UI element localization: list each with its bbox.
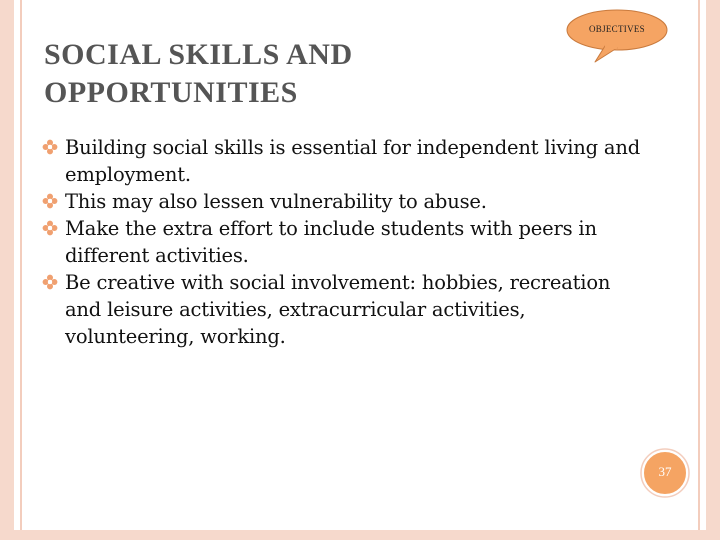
bullet-item [40, 215, 640, 269]
slide-title: SOCIAL SKILLS AND OPPORTUNITIES [44, 38, 353, 109]
bullet-item [40, 188, 640, 215]
flower-icon [42, 274, 58, 290]
frame-right-line [698, 0, 700, 540]
frame-left-line [20, 0, 22, 540]
speech-bubble-icon [565, 8, 669, 64]
bullet-text: This may also lessen vulnerability to abuse. [65, 190, 487, 213]
flower-icon [42, 193, 58, 209]
bullet-text: Make the extra effort to include students with peers in different activities. [65, 217, 597, 267]
page-number: 37 [658, 464, 672, 479]
page-number-badge [640, 448, 690, 498]
flower-icon [42, 220, 58, 236]
bullet-text: Building social skills is essential for independent living and employment. [65, 136, 640, 186]
bullet-text: Be creative with social involvement: hobbies, recreation and leisure activities, extracurricular activities, volunteering, working. [65, 271, 611, 348]
objectives-bubble[interactable] [565, 8, 669, 58]
frame-left [0, 0, 14, 540]
bullet-list [40, 134, 640, 350]
bullet-item [40, 269, 640, 350]
objectives-label: OBJECTIVES [588, 24, 645, 34]
frame-right [706, 0, 720, 540]
flower-icon [42, 139, 58, 155]
frame-bottom [0, 530, 720, 540]
bullet-item [40, 134, 640, 188]
